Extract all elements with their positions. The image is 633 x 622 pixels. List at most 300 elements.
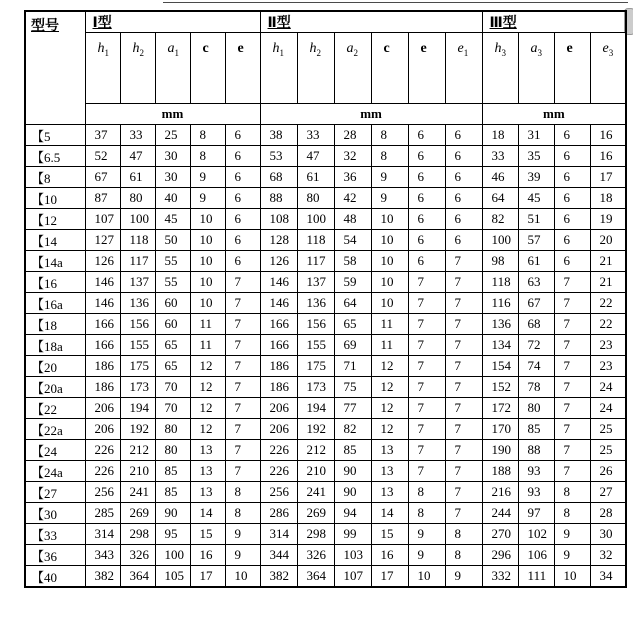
model-cell: 【24a	[25, 461, 85, 482]
value-cell: 69	[334, 335, 371, 356]
value-cell: 7	[408, 419, 445, 440]
model-cell: 【36	[25, 545, 85, 566]
col-header-e3	[590, 33, 626, 104]
value-cell: 107	[85, 209, 120, 230]
value-cell: 99	[334, 524, 371, 545]
value-cell: 7	[225, 461, 260, 482]
value-cell: 27	[590, 482, 626, 503]
value-cell: 6	[408, 188, 445, 209]
model-cell: 【27	[25, 482, 85, 503]
value-cell: 206	[85, 398, 120, 419]
value-cell: 13	[371, 482, 408, 503]
value-cell: 6	[225, 146, 260, 167]
value-cell: 8	[408, 503, 445, 524]
table-row	[25, 251, 626, 272]
value-cell: 10	[190, 293, 225, 314]
value-cell: 10	[190, 209, 225, 230]
value-cell: 7	[554, 335, 590, 356]
value-cell: 90	[155, 503, 190, 524]
value-cell: 8	[225, 503, 260, 524]
value-cell: 100	[155, 545, 190, 566]
value-cell: 82	[334, 419, 371, 440]
variable-symbol: $a_1$	[167, 41, 179, 58]
value-cell: 6	[554, 209, 590, 230]
value-cell: 90	[334, 482, 371, 503]
model-cell: 【14a	[25, 251, 85, 272]
table-row	[25, 566, 626, 588]
value-cell: 64	[482, 188, 518, 209]
value-cell: 48	[334, 209, 371, 230]
value-cell: 155	[297, 335, 334, 356]
value-cell: 6	[554, 125, 590, 146]
value-cell: 59	[334, 272, 371, 293]
col-header-e1	[445, 33, 482, 104]
value-cell: 298	[297, 524, 334, 545]
value-cell: 226	[260, 461, 297, 482]
value-cell: 67	[518, 293, 554, 314]
model-cell: 【16a	[25, 293, 85, 314]
value-cell: 42	[334, 188, 371, 209]
value-cell: 154	[482, 356, 518, 377]
value-cell: 137	[120, 272, 155, 293]
value-cell: 17	[590, 167, 626, 188]
value-cell: 72	[518, 335, 554, 356]
value-cell: 286	[260, 503, 297, 524]
value-cell: 70	[155, 377, 190, 398]
value-cell: 10	[371, 209, 408, 230]
value-cell: 24	[590, 398, 626, 419]
table-row	[25, 545, 626, 566]
value-cell: 298	[120, 524, 155, 545]
value-cell: 188	[482, 461, 518, 482]
value-cell: 126	[260, 251, 297, 272]
value-cell: 68	[260, 167, 297, 188]
variable-symbol: $h_1$	[272, 41, 285, 58]
value-cell: 126	[85, 251, 120, 272]
value-cell: 175	[297, 356, 334, 377]
table-row	[25, 356, 626, 377]
value-cell: 326	[120, 545, 155, 566]
value-cell: 90	[334, 461, 371, 482]
value-cell: 7	[225, 356, 260, 377]
col-header-c	[190, 33, 225, 104]
col-header-h1	[260, 33, 297, 104]
value-cell: 6	[554, 188, 590, 209]
value-cell: 32	[590, 545, 626, 566]
value-cell: 7	[408, 335, 445, 356]
value-cell: 8	[445, 524, 482, 545]
value-cell: 118	[482, 272, 518, 293]
value-cell: 6	[445, 125, 482, 146]
value-cell: 14	[190, 503, 225, 524]
value-cell: 192	[297, 419, 334, 440]
value-cell: 8	[190, 146, 225, 167]
value-cell: 241	[120, 482, 155, 503]
value-cell: 7	[445, 482, 482, 503]
table-row	[25, 272, 626, 293]
value-cell: 8	[371, 146, 408, 167]
value-cell: 80	[120, 188, 155, 209]
value-cell: 175	[120, 356, 155, 377]
unit-row	[25, 104, 626, 125]
model-header-cell: 型号	[25, 11, 85, 125]
value-cell: 9	[225, 545, 260, 566]
group-header-2: Ⅱ型	[260, 11, 482, 33]
value-cell: 314	[85, 524, 120, 545]
value-cell: 210	[120, 461, 155, 482]
value-cell: 364	[120, 566, 155, 588]
value-cell: 12	[190, 356, 225, 377]
value-cell: 343	[85, 545, 120, 566]
value-cell: 7	[225, 419, 260, 440]
value-cell: 244	[482, 503, 518, 524]
value-cell: 8	[408, 482, 445, 503]
value-cell: 17	[190, 566, 225, 588]
value-cell: 22	[590, 314, 626, 335]
value-cell: 111	[518, 566, 554, 588]
value-cell: 8	[225, 482, 260, 503]
value-cell: 10	[371, 272, 408, 293]
value-cell: 136	[297, 293, 334, 314]
value-cell: 65	[334, 314, 371, 335]
value-cell: 6	[225, 167, 260, 188]
value-cell: 117	[297, 251, 334, 272]
col-header-h2	[120, 33, 155, 104]
value-cell: 7	[554, 314, 590, 335]
value-cell: 70	[155, 398, 190, 419]
value-cell: 7	[408, 356, 445, 377]
value-cell: 35	[518, 146, 554, 167]
col-header-e	[408, 33, 445, 104]
value-cell: 25	[590, 440, 626, 461]
variable-symbol: e	[237, 41, 244, 56]
value-cell: 10	[190, 272, 225, 293]
value-cell: 13	[371, 440, 408, 461]
model-cell: 【16	[25, 272, 85, 293]
value-cell: 74	[518, 356, 554, 377]
value-cell: 256	[85, 482, 120, 503]
value-cell: 65	[155, 356, 190, 377]
value-cell: 60	[155, 314, 190, 335]
value-cell: 117	[120, 251, 155, 272]
value-cell: 46	[482, 167, 518, 188]
value-cell: 12	[190, 377, 225, 398]
value-cell: 18	[482, 125, 518, 146]
value-cell: 52	[85, 146, 120, 167]
col-header-h3	[482, 33, 518, 104]
value-cell: 82	[482, 209, 518, 230]
value-cell: 12	[190, 398, 225, 419]
value-cell: 7	[445, 356, 482, 377]
value-cell: 85	[518, 419, 554, 440]
model-cell: 【5	[25, 125, 85, 146]
value-cell: 100	[482, 230, 518, 251]
model-cell: 【20a	[25, 377, 85, 398]
value-cell: 53	[260, 146, 297, 167]
value-cell: 80	[518, 398, 554, 419]
value-cell: 206	[260, 398, 297, 419]
model-cell: 【40	[25, 566, 85, 588]
value-cell: 382	[85, 566, 120, 588]
value-cell: 93	[518, 482, 554, 503]
value-cell: 6	[408, 251, 445, 272]
model-cell: 【33	[25, 524, 85, 545]
table-row	[25, 146, 626, 167]
table-row	[25, 482, 626, 503]
model-cell: 【12	[25, 209, 85, 230]
value-cell: 226	[260, 440, 297, 461]
table-row	[25, 419, 626, 440]
value-cell: 7	[225, 398, 260, 419]
value-cell: 60	[155, 293, 190, 314]
value-cell: 78	[518, 377, 554, 398]
table-row	[25, 125, 626, 146]
value-cell: 50	[155, 230, 190, 251]
value-cell: 68	[518, 314, 554, 335]
value-cell: 7	[445, 335, 482, 356]
value-cell: 7	[554, 356, 590, 377]
value-cell: 12	[371, 398, 408, 419]
value-cell: 270	[482, 524, 518, 545]
value-cell: 7	[408, 293, 445, 314]
value-cell: 25	[155, 125, 190, 146]
value-cell: 80	[155, 419, 190, 440]
value-cell: 6	[225, 230, 260, 251]
value-cell: 156	[120, 314, 155, 335]
value-cell: 57	[518, 230, 554, 251]
value-cell: 7	[225, 314, 260, 335]
value-cell: 7	[554, 272, 590, 293]
value-cell: 16	[590, 146, 626, 167]
value-cell: 23	[590, 335, 626, 356]
value-cell: 6	[445, 230, 482, 251]
value-cell: 7	[408, 272, 445, 293]
value-cell: 212	[297, 440, 334, 461]
table-row	[25, 377, 626, 398]
value-cell: 118	[120, 230, 155, 251]
value-cell: 332	[482, 566, 518, 588]
table-row	[25, 209, 626, 230]
variable-symbol: $e_1$	[457, 41, 469, 58]
value-cell: 38	[260, 125, 297, 146]
value-cell: 216	[482, 482, 518, 503]
value-cell: 8	[445, 545, 482, 566]
value-cell: 7	[554, 440, 590, 461]
value-cell: 6	[408, 146, 445, 167]
value-cell: 33	[297, 125, 334, 146]
value-cell: 26	[590, 461, 626, 482]
value-cell: 146	[85, 272, 120, 293]
value-cell: 146	[260, 293, 297, 314]
variable-symbol: c	[383, 41, 390, 56]
value-cell: 7	[445, 440, 482, 461]
value-cell: 226	[85, 440, 120, 461]
value-cell: 77	[334, 398, 371, 419]
value-cell: 190	[482, 440, 518, 461]
value-cell: 7	[445, 503, 482, 524]
value-cell: 15	[371, 524, 408, 545]
variable-symbol: $h_1$	[97, 41, 109, 58]
value-cell: 8	[554, 482, 590, 503]
col-header-a3	[518, 33, 554, 104]
value-cell: 186	[85, 377, 120, 398]
value-cell: 344	[260, 545, 297, 566]
value-cell: 61	[518, 251, 554, 272]
value-cell: 7	[554, 377, 590, 398]
value-cell: 71	[334, 356, 371, 377]
value-cell: 45	[518, 188, 554, 209]
value-cell: 296	[482, 545, 518, 566]
value-cell: 146	[260, 272, 297, 293]
value-cell: 9	[408, 545, 445, 566]
value-cell: 226	[85, 461, 120, 482]
value-cell: 97	[518, 503, 554, 524]
col-header-h1	[85, 33, 120, 104]
value-cell: 7	[445, 293, 482, 314]
value-cell: 7	[445, 398, 482, 419]
value-cell: 85	[155, 461, 190, 482]
value-cell: 10	[554, 566, 590, 588]
value-cell: 136	[482, 314, 518, 335]
value-cell: 63	[518, 272, 554, 293]
value-cell: 11	[371, 314, 408, 335]
value-cell: 6	[408, 230, 445, 251]
value-cell: 19	[590, 209, 626, 230]
value-cell: 166	[260, 335, 297, 356]
value-cell: 134	[482, 335, 518, 356]
value-cell: 55	[155, 272, 190, 293]
value-cell: 32	[334, 146, 371, 167]
value-cell: 194	[120, 398, 155, 419]
value-cell: 47	[120, 146, 155, 167]
table-row	[25, 461, 626, 482]
col-header-c	[371, 33, 408, 104]
value-cell: 10	[371, 251, 408, 272]
value-cell: 28	[334, 125, 371, 146]
value-cell: 118	[297, 230, 334, 251]
value-cell: 9	[371, 188, 408, 209]
value-cell: 12	[371, 356, 408, 377]
value-cell: 13	[190, 461, 225, 482]
value-cell: 18	[590, 188, 626, 209]
value-cell: 37	[85, 125, 120, 146]
value-cell: 7	[408, 398, 445, 419]
value-cell: 9	[371, 167, 408, 188]
value-cell: 7	[225, 272, 260, 293]
value-cell: 20	[590, 230, 626, 251]
value-cell: 7	[408, 377, 445, 398]
group-header-3: Ⅲ型	[482, 11, 626, 33]
value-cell: 64	[334, 293, 371, 314]
table-row	[25, 167, 626, 188]
model-cell: 【10	[25, 188, 85, 209]
value-cell: 36	[334, 167, 371, 188]
col-header-a2	[334, 33, 371, 104]
value-cell: 12	[371, 377, 408, 398]
value-cell: 100	[120, 209, 155, 230]
value-cell: 173	[297, 377, 334, 398]
value-cell: 7	[554, 398, 590, 419]
value-cell: 30	[155, 146, 190, 167]
value-cell: 10	[190, 251, 225, 272]
value-cell: 6	[408, 125, 445, 146]
value-cell: 7	[445, 377, 482, 398]
value-cell: 47	[297, 146, 334, 167]
value-cell: 85	[334, 440, 371, 461]
value-cell: 11	[190, 314, 225, 335]
value-cell: 210	[297, 461, 334, 482]
value-cell: 186	[260, 377, 297, 398]
value-cell: 28	[590, 503, 626, 524]
value-cell: 10	[371, 230, 408, 251]
variable-symbol: $h_3$	[494, 41, 507, 58]
value-cell: 166	[260, 314, 297, 335]
value-cell: 21	[590, 272, 626, 293]
table-row	[25, 335, 626, 356]
model-cell: 【24	[25, 440, 85, 461]
value-cell: 6	[445, 167, 482, 188]
value-cell: 54	[334, 230, 371, 251]
value-cell: 51	[518, 209, 554, 230]
value-cell: 21	[590, 251, 626, 272]
value-cell: 93	[518, 461, 554, 482]
value-cell: 39	[518, 167, 554, 188]
value-cell: 80	[297, 188, 334, 209]
model-cell: 【20	[25, 356, 85, 377]
value-cell: 30	[590, 524, 626, 545]
value-cell: 33	[482, 146, 518, 167]
value-cell: 256	[260, 482, 297, 503]
value-cell: 16	[590, 125, 626, 146]
value-cell: 13	[371, 461, 408, 482]
value-cell: 206	[260, 419, 297, 440]
value-cell: 7	[408, 440, 445, 461]
value-cell: 7	[554, 293, 590, 314]
table-row	[25, 230, 626, 251]
value-cell: 7	[445, 251, 482, 272]
value-cell: 156	[297, 314, 334, 335]
value-cell: 95	[155, 524, 190, 545]
value-cell: 94	[334, 503, 371, 524]
group-header-row	[25, 11, 626, 33]
col-header-h2	[297, 33, 334, 104]
value-cell: 155	[120, 335, 155, 356]
channel-steel-dimension-table	[24, 10, 627, 588]
model-cell: 【22	[25, 398, 85, 419]
value-cell: 7	[445, 272, 482, 293]
value-cell: 58	[334, 251, 371, 272]
value-cell: 9	[554, 545, 590, 566]
table-row	[25, 398, 626, 419]
value-cell: 108	[260, 209, 297, 230]
value-cell: 6	[225, 125, 260, 146]
value-cell: 6	[225, 188, 260, 209]
value-cell: 9	[554, 524, 590, 545]
value-cell: 128	[260, 230, 297, 251]
value-cell: 80	[155, 440, 190, 461]
value-cell: 136	[120, 293, 155, 314]
value-cell: 16	[190, 545, 225, 566]
table-row	[25, 314, 626, 335]
value-cell: 88	[260, 188, 297, 209]
value-cell: 9	[225, 524, 260, 545]
value-cell: 85	[155, 482, 190, 503]
value-cell: 127	[85, 230, 120, 251]
value-cell: 31	[518, 125, 554, 146]
value-cell: 100	[297, 209, 334, 230]
value-cell: 33	[120, 125, 155, 146]
model-cell: 【18a	[25, 335, 85, 356]
